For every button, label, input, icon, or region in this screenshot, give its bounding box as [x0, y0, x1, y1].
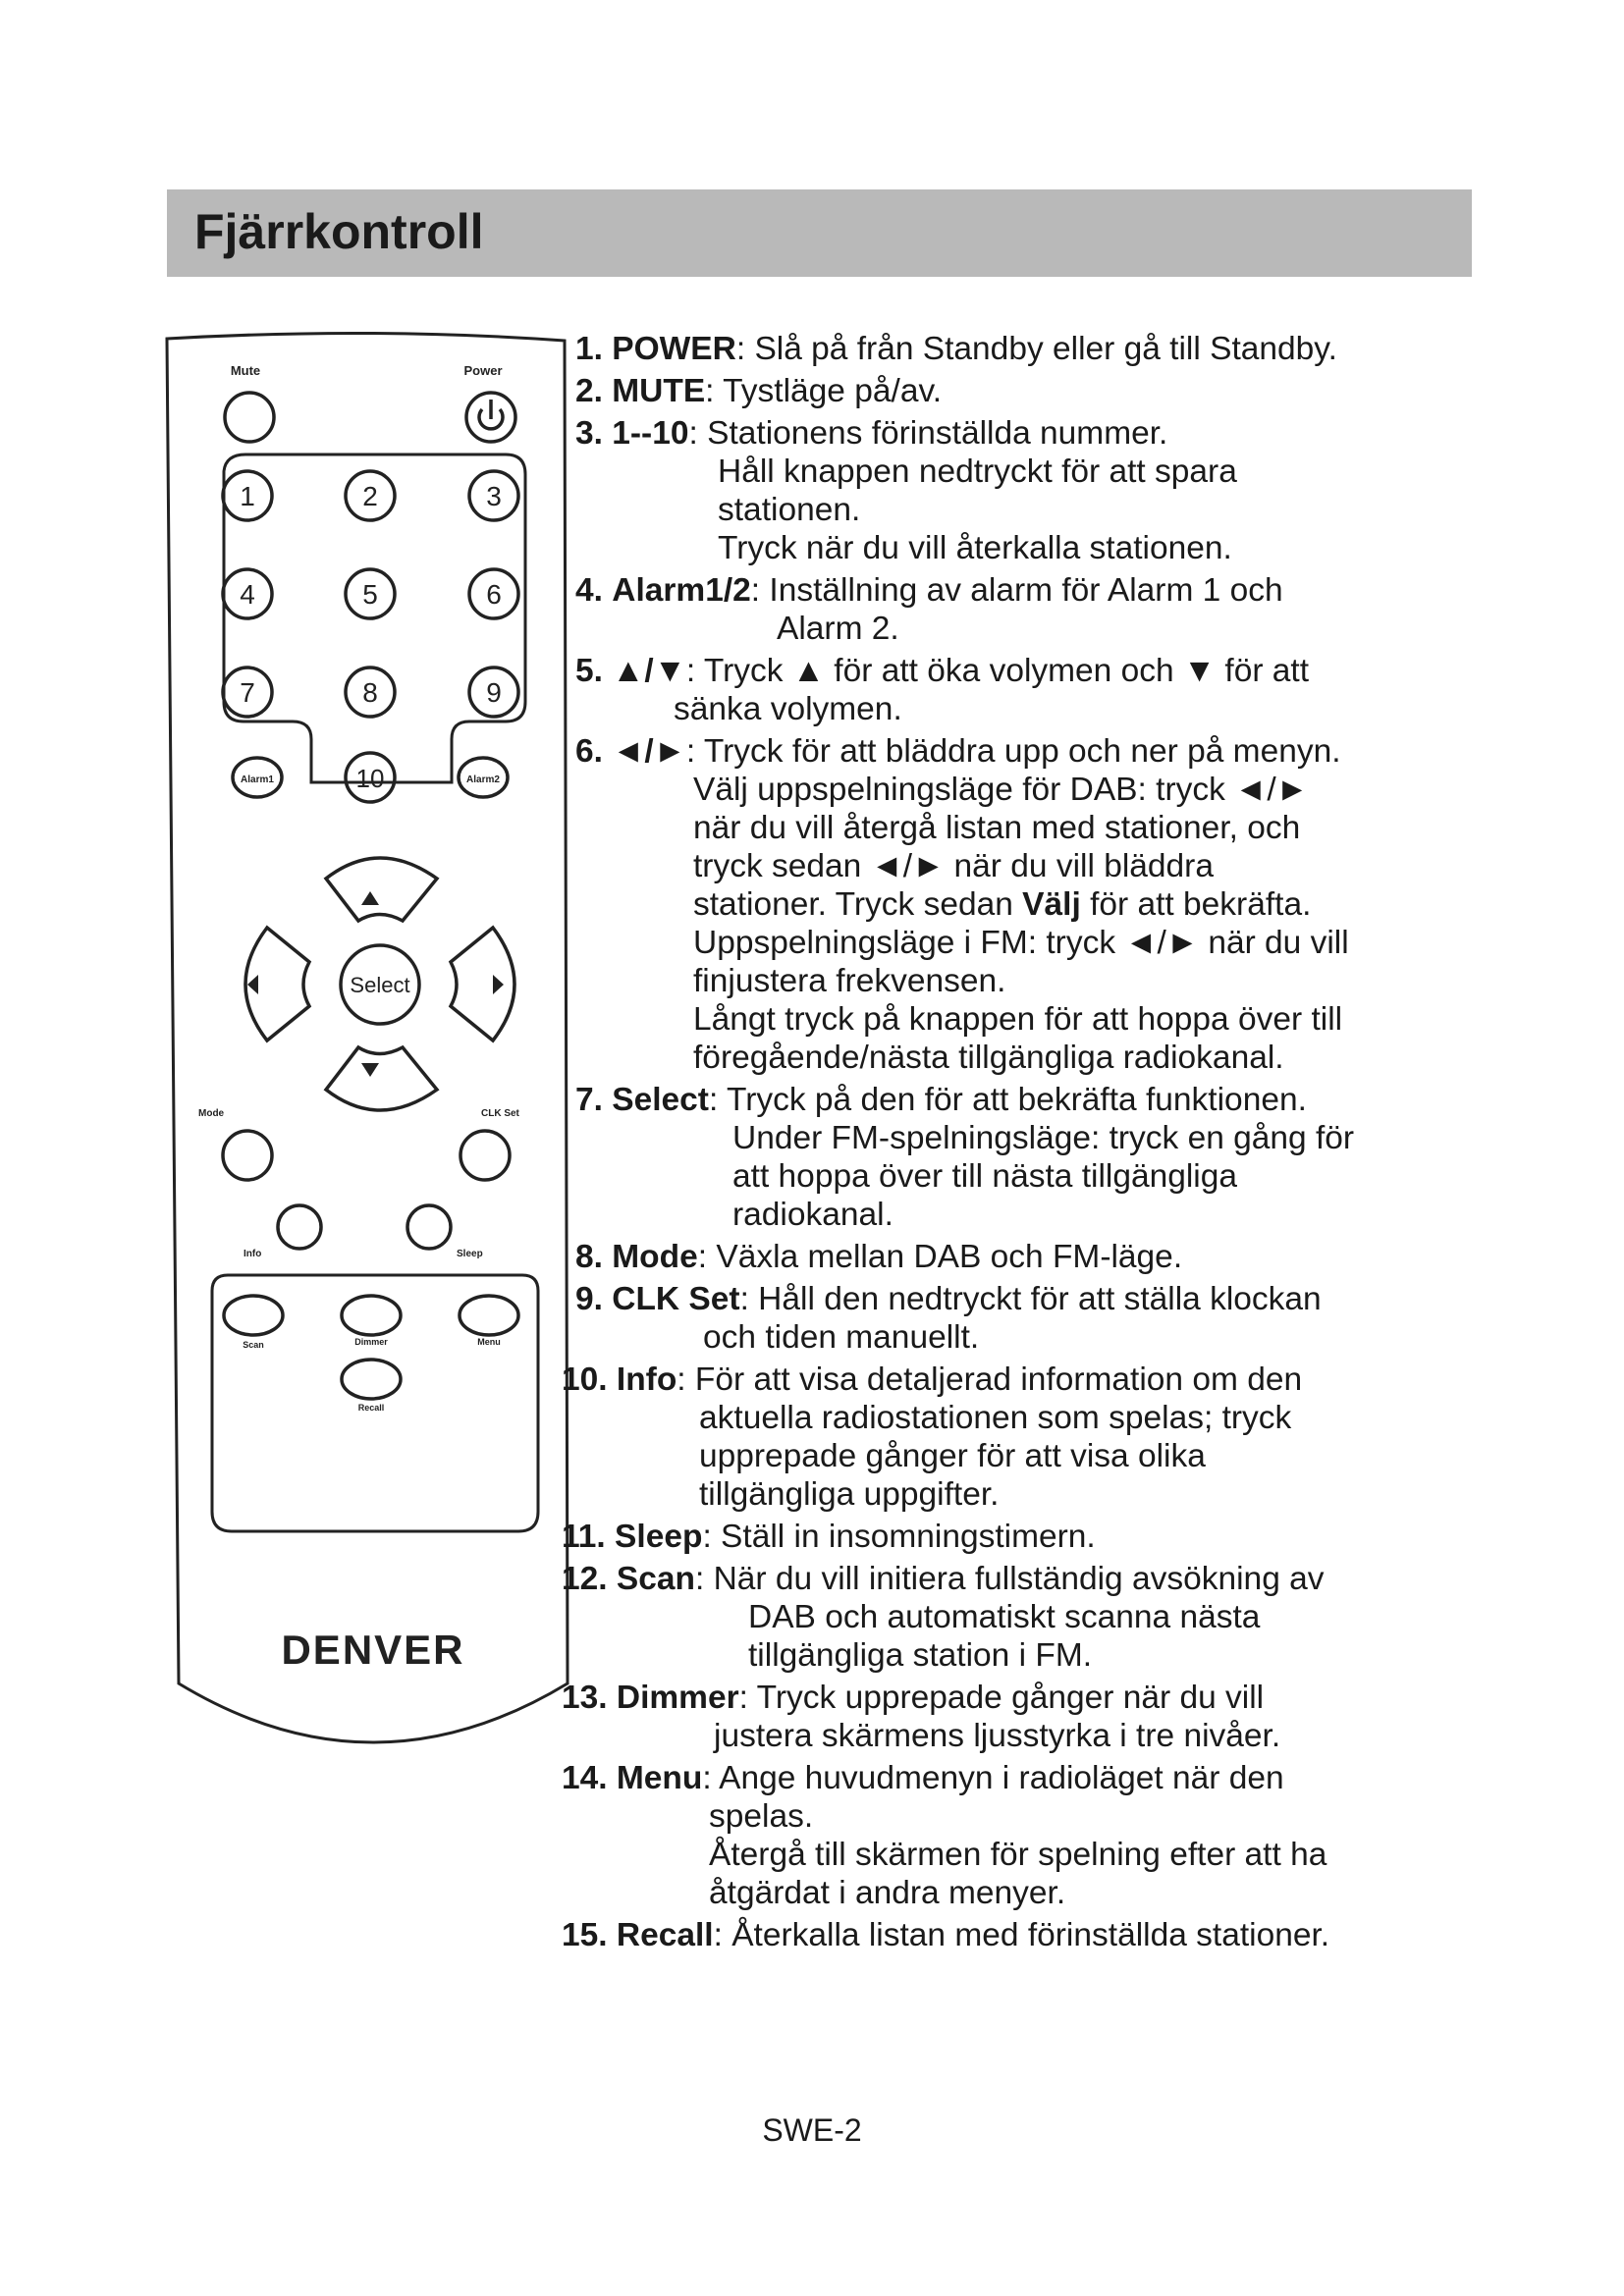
key-3-label: 3 [486, 481, 502, 511]
item-continuation-line: stationer. Tryck sedan Välj för att bekräfta. [693, 886, 1312, 923]
scan-label: Scan [243, 1340, 264, 1350]
right-button [451, 928, 514, 1041]
item-continuation-line: Välj uppspelningsläge för DAB: tryck ◄/► [693, 772, 1309, 808]
item-continuation-line: tillgängliga uppgifter. [699, 1476, 1000, 1513]
description-item [575, 1280, 1459, 1357]
description-item [575, 372, 1459, 410]
item-text: : Slå på från Standby eller gå till Standby. [735, 331, 1337, 367]
item-continuation-line: finjustera frekvensen. [693, 963, 1006, 999]
mute-button [225, 393, 274, 442]
description-first-line [562, 1759, 1459, 1797]
item-continuation-line: sänka volymen. [674, 691, 902, 727]
item-continuation-line: tryck sedan ◄/► när du vill bläddra [693, 848, 1214, 884]
item-continuation-line: Håll knappen nedtryckt för att spara [718, 454, 1237, 490]
item-term: Scan [616, 1561, 695, 1597]
mode-label: Mode [198, 1108, 225, 1119]
key-9-label: 9 [486, 677, 502, 708]
item-number: 8. [575, 1239, 603, 1275]
description-first-line [562, 1679, 1459, 1717]
description-first-line [575, 414, 1459, 453]
down-button [326, 1047, 437, 1110]
item-text: : För att visa detaljerad information om den [677, 1362, 1303, 1398]
description-first-line [575, 732, 1459, 771]
recall-label: Recall [357, 1403, 385, 1413]
description-first-line [575, 652, 1459, 690]
item-continuation-line: upprepade gånger för att visa olika [699, 1438, 1206, 1474]
item-continuation-line: Återgå till skärmen för spelning efter att ha [709, 1837, 1327, 1873]
description-first-line [575, 1238, 1459, 1276]
item-text: : Ange huvudmenyn i radioläget när den [702, 1760, 1284, 1796]
down-arrow-icon [361, 1063, 379, 1077]
item-number: 6. [575, 733, 603, 770]
item-text: : När du vill initiera fullständig avsökning av [694, 1561, 1325, 1597]
description-first-line [562, 1361, 1459, 1399]
description-item [575, 1238, 1459, 1276]
item-text: : Tryck upprepade gånger när du vill [738, 1680, 1265, 1716]
sleep-button [407, 1205, 451, 1249]
info-label: Info [244, 1249, 262, 1259]
item-continuation-line: DAB och automatiskt scanna nästa [748, 1599, 1261, 1635]
description-first-line [575, 372, 1459, 410]
description-item [562, 1679, 1459, 1755]
page-number: SWE-2 [762, 2112, 862, 2148]
description-item [575, 571, 1459, 648]
remote-control-illustration [157, 329, 589, 1782]
sleep-label: Sleep [457, 1249, 483, 1259]
item-term: ◄/► [612, 733, 686, 770]
item-continuation-line: Under FM-spelningsläge: tryck en gång för [732, 1120, 1355, 1156]
item-term: Menu [616, 1760, 703, 1796]
item-continuation-line: stationen. [718, 492, 861, 528]
item-term: 1--10 [612, 415, 689, 452]
item-term: Recall [616, 1917, 714, 1953]
item-text: : Tystläge på/av. [705, 373, 943, 409]
description-item [562, 1361, 1459, 1514]
mode-button [223, 1131, 272, 1180]
up-button [326, 858, 437, 921]
item-term: POWER [612, 331, 736, 367]
description-item [575, 414, 1459, 567]
item-continuation-line: spelas. [709, 1798, 814, 1835]
key-10-label: 10 [355, 764, 385, 793]
key-6-label: 6 [486, 579, 502, 610]
description-item [575, 1081, 1459, 1234]
item-text: : Håll den nedtryckt för att ställa klockan [739, 1281, 1322, 1317]
page-title: Fjärrkontroll [194, 204, 484, 259]
description-first-line [562, 1518, 1459, 1556]
select-label: Select [350, 973, 410, 997]
clk-set-button [460, 1131, 510, 1180]
item-continuation-line: föregående/nästa tillgängliga radiokanal. [693, 1040, 1284, 1076]
description-first-line [575, 330, 1459, 368]
scan-button [224, 1296, 283, 1335]
item-number: 12. [562, 1561, 608, 1597]
item-term: Info [616, 1362, 677, 1398]
item-number: 7. [575, 1082, 603, 1118]
description-first-line [575, 1081, 1459, 1119]
item-number: 14. [562, 1760, 608, 1796]
item-continuation-line: att hoppa över till nästa tillgängliga [732, 1158, 1237, 1195]
item-continuation-line: tillgängliga station i FM. [748, 1637, 1093, 1674]
brand-logo: DENVER [281, 1627, 465, 1673]
item-number: 9. [575, 1281, 603, 1317]
item-term: MUTE [612, 373, 706, 409]
description-item [562, 1759, 1459, 1912]
item-continuation-line: radiokanal. [732, 1197, 893, 1233]
item-term: Sleep [615, 1519, 703, 1555]
item-continuation-line: Alarm 2. [777, 611, 899, 647]
description-item [575, 330, 1459, 368]
clk-set-label: CLK Set [481, 1108, 519, 1119]
item-continuation-line: aktuella radiostationen som spelas; tryck [699, 1400, 1292, 1436]
item-number: 2. [575, 373, 603, 409]
item-text: : Ställ in insomningstimern. [702, 1519, 1096, 1555]
item-number: 1. [575, 331, 603, 367]
description-first-line [575, 571, 1459, 610]
description-first-line [575, 1280, 1459, 1318]
item-number: 15. [562, 1917, 608, 1953]
description-first-line [562, 1916, 1459, 1954]
item-continuation-line: Uppspelningsläge i FM: tryck ◄/► när du vill [693, 925, 1349, 961]
description-first-line [562, 1560, 1459, 1598]
item-text: : Växla mellan DAB och FM-läge. [697, 1239, 1183, 1275]
item-number: 4. [575, 572, 603, 609]
left-arrow-icon [247, 975, 258, 994]
up-arrow-icon [361, 891, 379, 905]
item-text: : Inställning av alarm för Alarm 1 och [750, 572, 1283, 609]
dimmer-label: Dimmer [354, 1337, 388, 1347]
item-term: Select [612, 1082, 709, 1118]
item-text: : Tryck på den för att bekräfta funktionen. [708, 1082, 1307, 1118]
recall-button [342, 1360, 401, 1399]
button-description-list [562, 330, 1459, 1958]
item-number: 10. [562, 1362, 608, 1398]
menu-button [460, 1296, 518, 1335]
description-item [562, 1518, 1459, 1556]
description-item [562, 1560, 1459, 1675]
dimmer-button [342, 1296, 401, 1335]
info-button [278, 1205, 321, 1249]
item-term: Dimmer [616, 1680, 739, 1716]
item-continuation-line: justera skärmens ljusstyrka i tre nivåer. [714, 1718, 1281, 1754]
item-continuation-line: när du vill återgå listan med stationer, och [693, 810, 1301, 846]
item-term: CLK Set [612, 1281, 740, 1317]
item-term: ▲/▼ [612, 653, 686, 689]
item-text: : Tryck för att bläddra upp och ner på menyn. [685, 733, 1341, 770]
section-header [167, 189, 1472, 277]
item-number: 5. [575, 653, 603, 689]
item-number: 3. [575, 415, 603, 452]
menu-label: Menu [477, 1337, 501, 1347]
key-5-label: 5 [362, 579, 378, 610]
item-text: : Stationens förinställda nummer. [688, 415, 1168, 452]
key-8-label: 8 [362, 677, 378, 708]
item-continuation-line: åtgärdat i andra menyer. [709, 1875, 1066, 1911]
alarm2-label: Alarm2 [466, 774, 500, 785]
key-1-label: 1 [240, 481, 255, 511]
key-7-label: 7 [240, 677, 255, 708]
mute-label: Mute [230, 363, 261, 378]
item-term: Alarm1/2 [612, 572, 751, 609]
item-continuation-line: Långt tryck på knappen för att hoppa över till [693, 1001, 1343, 1038]
right-arrow-icon [493, 975, 504, 994]
key-4-label: 4 [240, 579, 255, 610]
description-item [562, 1916, 1459, 1954]
item-text: : Tryck ▲ för att öka volymen och ▼ för att [685, 653, 1310, 689]
item-number: 11. [562, 1519, 606, 1555]
item-text: : Återkalla listan med förinställda stationer. [713, 1917, 1330, 1953]
description-item [575, 732, 1459, 1077]
key-2-label: 2 [362, 481, 378, 511]
power-label: Power [463, 363, 503, 378]
description-item [575, 652, 1459, 728]
item-term: Mode [612, 1239, 698, 1275]
item-continuation-line: Tryck när du vill återkalla stationen. [718, 530, 1232, 566]
item-number: 13. [562, 1680, 608, 1716]
power-icon [479, 400, 503, 429]
item-continuation-line: och tiden manuellt. [703, 1319, 980, 1356]
alarm1-label: Alarm1 [241, 774, 274, 785]
